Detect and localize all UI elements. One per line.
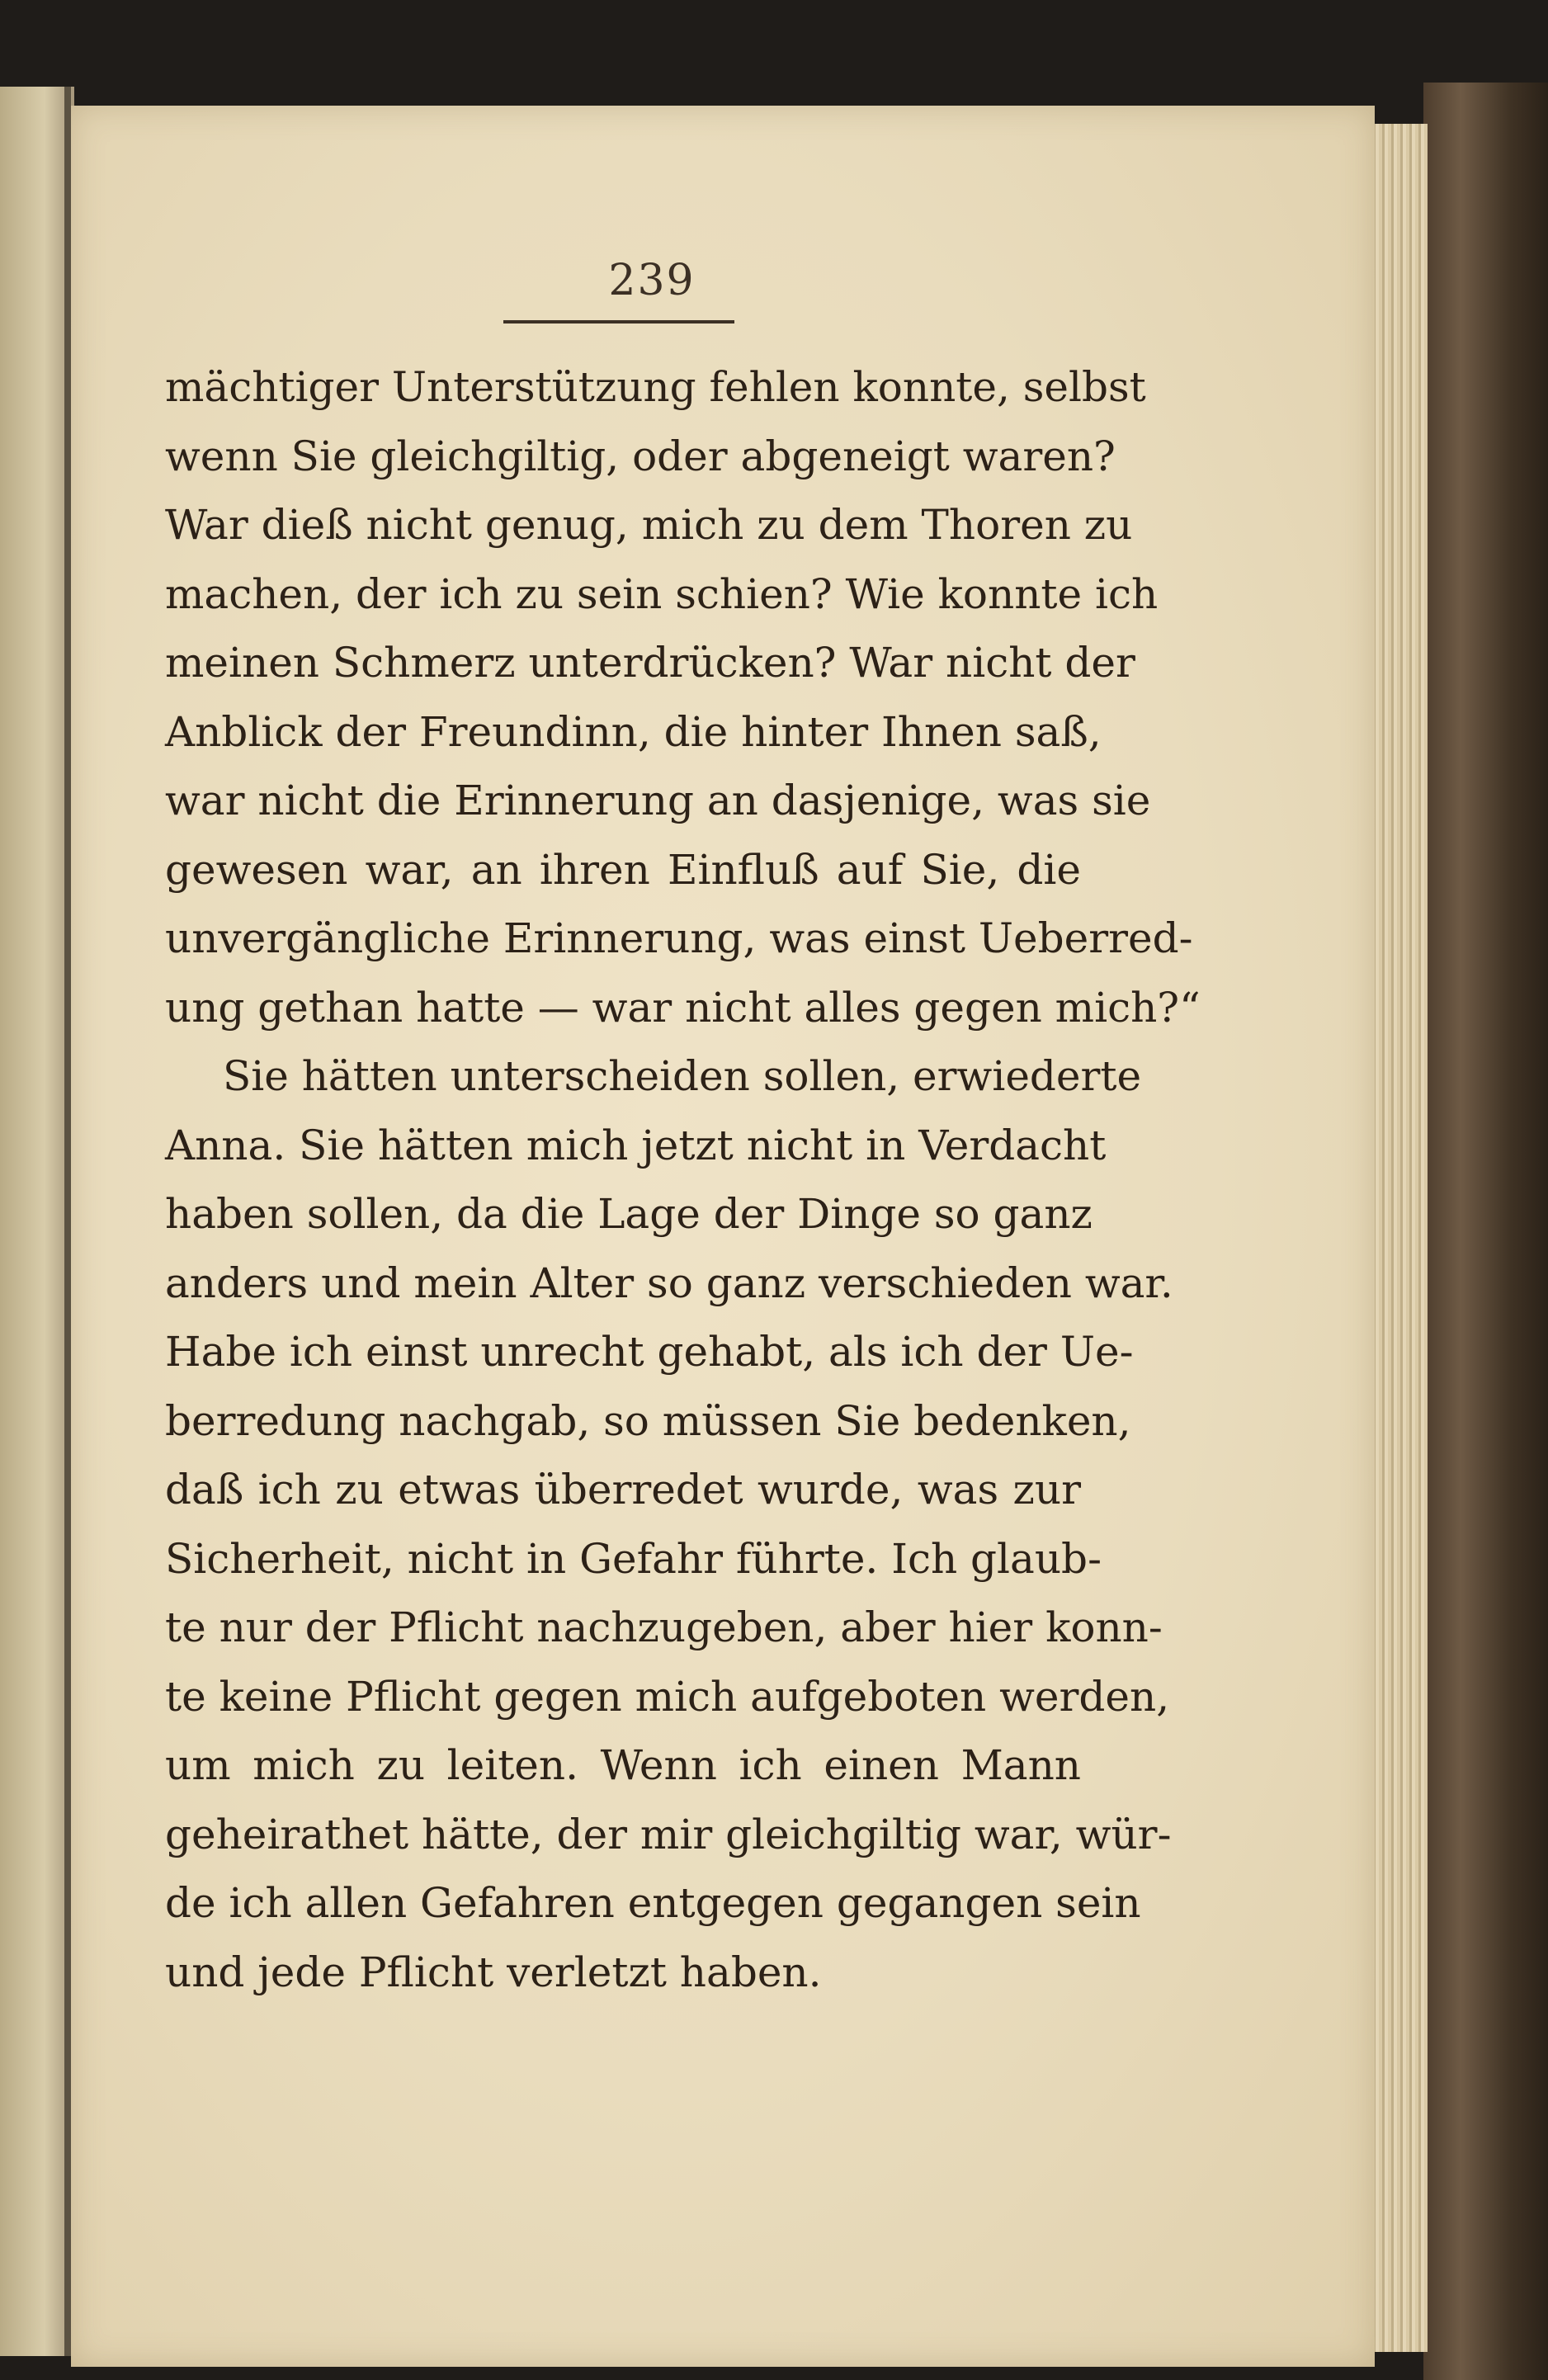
text-line: berredung nachgab, so müssen Sie bedenken,: [165, 1396, 1131, 1445]
text-line: Habe ich einst unrecht gehabt, als ich der Ue-: [165, 1328, 1134, 1376]
text-line: um mich zu leiten. Wenn ich einen Mann: [165, 1741, 1081, 1789]
text-line: haben sollen, da die Lage der Dinge so ganz: [165, 1190, 1093, 1238]
text-line: und jede Pflicht verletzt haben.: [165, 1948, 822, 1996]
text-line: ung gethan hatte — war nicht alles gegen mich?“: [165, 983, 1201, 1032]
text-line: Anblick der Freundinn, die hinter Ihnen saß,: [165, 707, 1102, 756]
text-line: Anna. Sie hätten mich jetzt nicht in Verdacht: [165, 1121, 1107, 1169]
body-text: [165, 353, 1201, 2007]
text-line: daß ich zu etwas überredet wurde, was zur: [165, 1466, 1081, 1513]
text-line: unvergängliche Erinnerung, was einst Ueberred-: [165, 914, 1193, 962]
page-number: 239: [608, 256, 696, 305]
text-line: machen, der ich zu sein schien? Wie konnte ich: [165, 569, 1159, 618]
text-line: te nur der Pflicht nachzugeben, aber hier konn-: [165, 1603, 1163, 1651]
text-line: Sie hätten unterscheiden sollen, erwiederte: [223, 1052, 1142, 1100]
page-content: [165, 256, 1201, 2007]
text-line: war nicht die Erinnerung an dasjenige, was sie: [165, 777, 1151, 824]
text-line: mächtiger Unterstützung fehlen konnte, selbst: [165, 363, 1146, 411]
text-line: de ich allen Gefahren entgegen gegangen sein: [165, 1879, 1141, 1927]
header-rule: [503, 320, 734, 323]
page-stack-edge: [1370, 124, 1428, 2352]
text-line: geheirathet hätte, der mir gleichgiltig war, wür-: [165, 1810, 1172, 1858]
text-line: anders und mein Alter so ganz verschieden war.: [165, 1258, 1173, 1307]
text-line: War dieß nicht genug, mich zu dem Thoren zu: [165, 501, 1133, 549]
text-line: wenn Sie gleichgiltig, oder abgeneigt waren?: [165, 432, 1116, 480]
book-cover-edge: [1423, 83, 1548, 2380]
left-page-edge: [0, 87, 74, 2356]
text-line: Sicherheit, nicht in Gefahr führte. Ich glaub-: [165, 1534, 1102, 1583]
text-line: gewesen war, an ihren Einfluß auf Sie, die: [165, 845, 1081, 894]
text-line: meinen Schmerz unterdrücken? War nicht der: [165, 639, 1135, 687]
text-line: te keine Pflicht gegen mich aufgeboten werden,: [165, 1672, 1170, 1721]
book-gutter: [64, 87, 71, 2356]
